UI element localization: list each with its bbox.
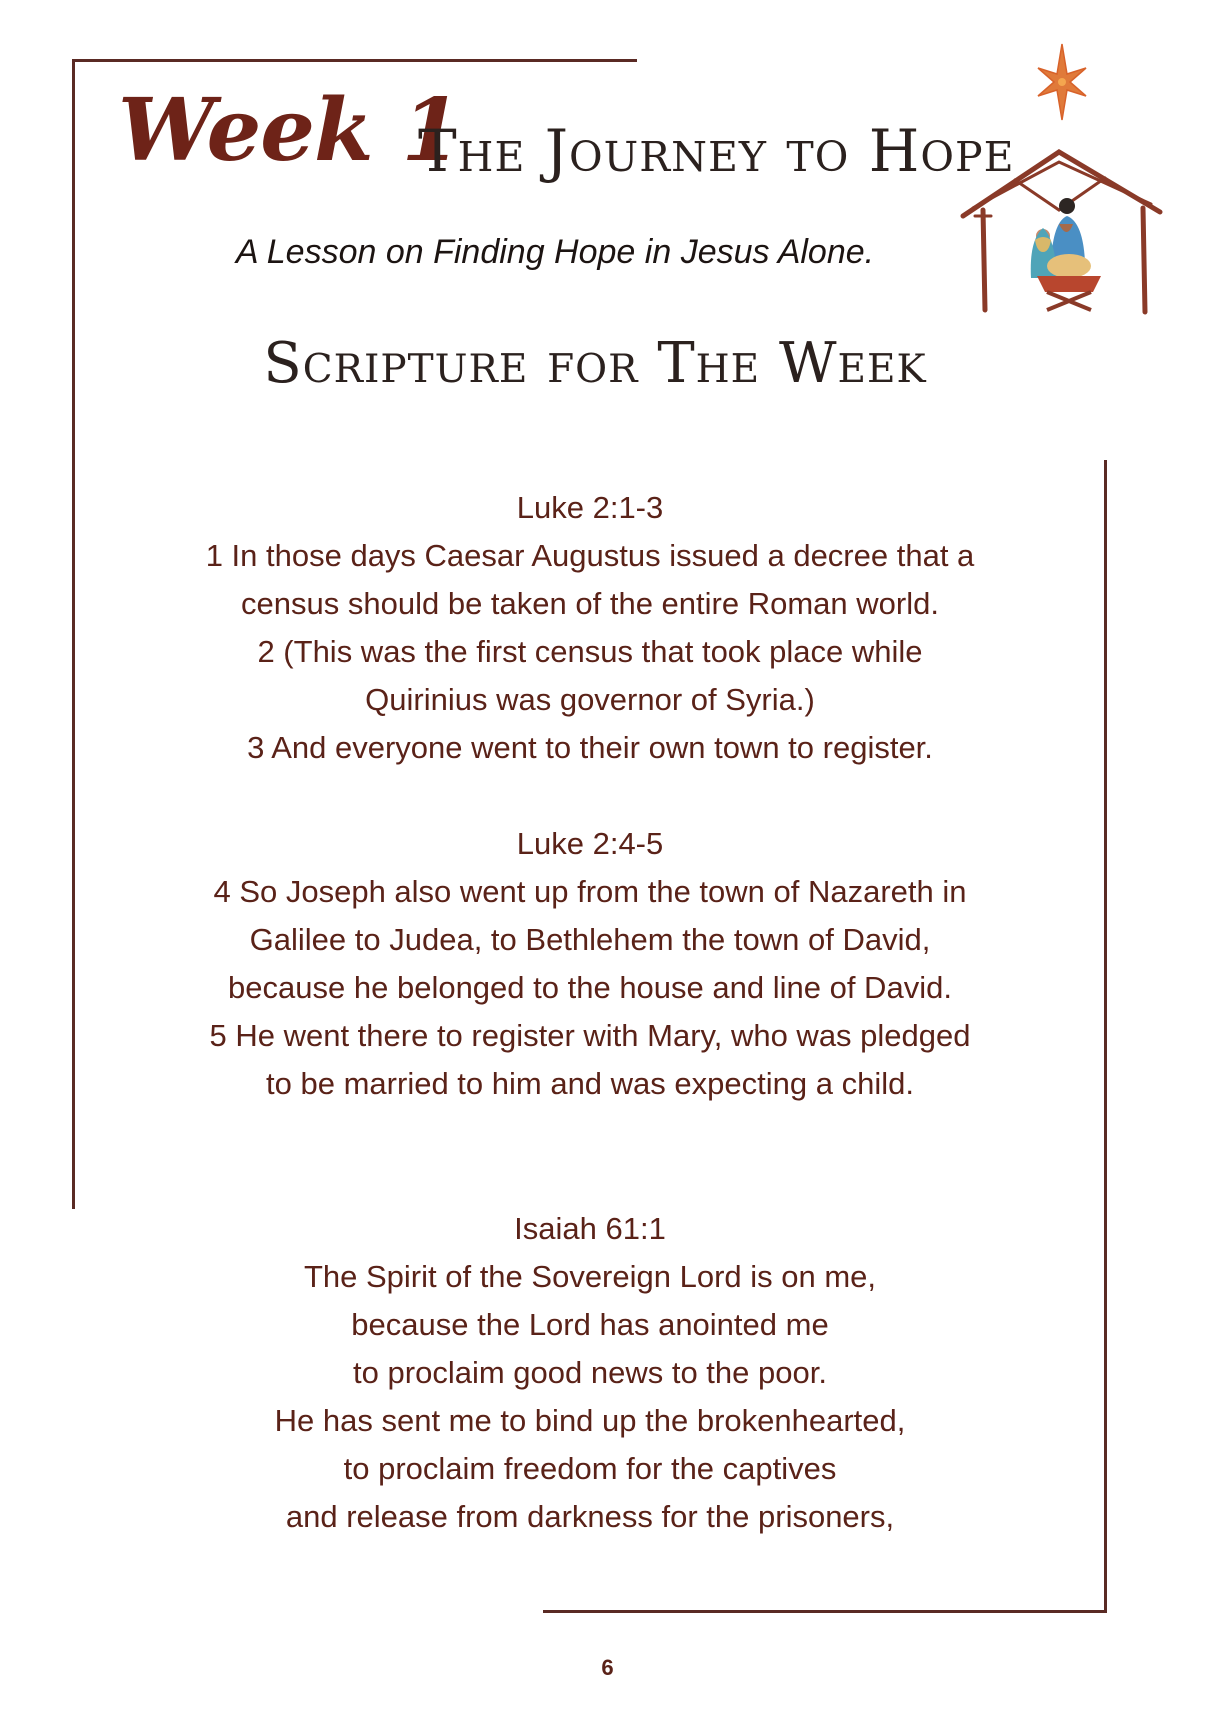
- frame-left-line: [72, 59, 75, 1209]
- section-heading: Scripture for The Week: [263, 331, 927, 396]
- star-icon: [1038, 44, 1086, 120]
- lesson-subtitle: A Lesson on Finding Hope in Jesus Alone.: [235, 233, 875, 271]
- verse-line: 1 In those days Caesar Augustus issued a decree that a: [205, 538, 975, 573]
- passage-luke-2-1-3: [110, 484, 1070, 772]
- verse-line: to proclaim freedom for the captives: [343, 1451, 837, 1486]
- nativity-stable-icon: [955, 40, 1175, 320]
- page-title: The Journey to Hope: [418, 117, 1015, 185]
- verse-line: 2 (This was the first census that took place while: [257, 634, 923, 669]
- verse-line: because the Lord has anointed me: [351, 1307, 829, 1342]
- frame-bottom-line: [543, 1610, 1107, 1613]
- passage-reference: Luke 2:1-3: [516, 490, 664, 525]
- verse-line: census should be taken of the entire Roman world.: [241, 586, 939, 621]
- verse-line: because he belonged to the house and line of David.: [228, 970, 952, 1005]
- verse-line: 5 He went there to register with Mary, who was pledged: [209, 1018, 971, 1053]
- verse-line: 4 So Joseph also went up from the town of Nazareth in: [213, 874, 967, 909]
- verse-line: Galilee to Judea, to Bethlehem the town of David,: [249, 922, 931, 957]
- verse-line: to proclaim good news to the poor.: [353, 1355, 827, 1390]
- passage-isaiah-61-1: [110, 1205, 1070, 1541]
- verse-line: and release from darkness for the prisoners,: [285, 1499, 895, 1534]
- verse-line: Quirinius was governor of Syria.): [365, 682, 815, 717]
- verse-line: The Spirit of the Sovereign Lord is on me,: [303, 1259, 877, 1294]
- passage-reference: Luke 2:4-5: [516, 826, 664, 861]
- verse-line: to be married to him and was expecting a child.: [266, 1066, 914, 1101]
- frame-top-line: [72, 59, 637, 62]
- page-number: 6: [601, 1655, 614, 1680]
- passage-luke-2-4-5: [110, 820, 1070, 1108]
- frame-right-line: [1104, 460, 1107, 1613]
- week-label: Week 1: [118, 80, 461, 181]
- verse-line: He has sent me to bind up the brokenhearted,: [274, 1403, 906, 1438]
- verse-line: 3 And everyone went to their own town to register.: [247, 730, 933, 765]
- passage-reference: Isaiah 61:1: [514, 1211, 666, 1246]
